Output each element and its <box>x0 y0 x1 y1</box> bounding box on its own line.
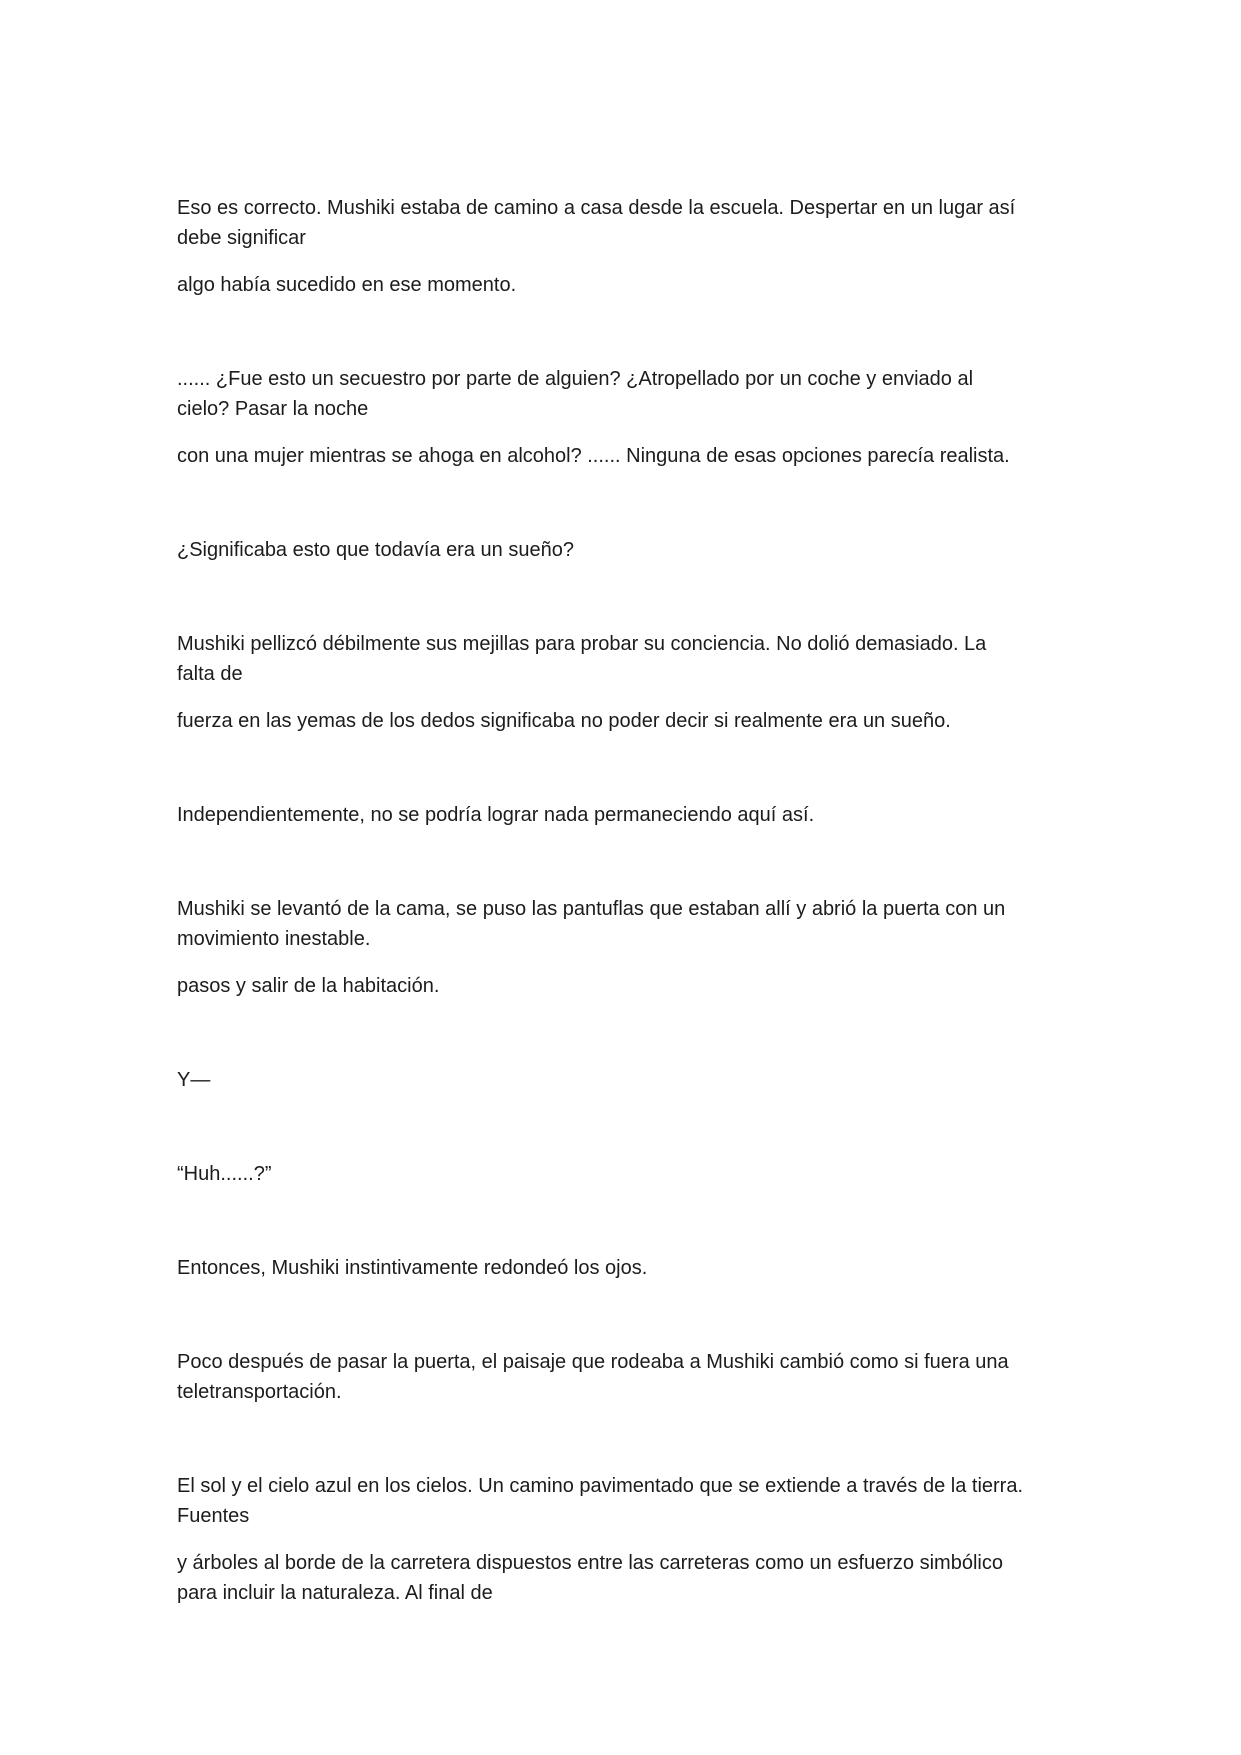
paragraph-4: con una mujer mientras se ahoga en alcohol? ...... Ninguna de esas opciones parecía realista. <box>177 445 1010 467</box>
paragraph-6: Mushiki pellizcó débilmente sus mejillas para probar su conciencia. No dolió demasiado. La falta de <box>177 633 987 685</box>
paragraph-12: “Huh......?” <box>177 1163 272 1185</box>
paragraph-2: algo había sucedido en ese momento. <box>177 274 517 296</box>
paragraph-11: Y— <box>177 1069 211 1091</box>
paragraph-8: Independientemente, no se podría lograr nada permaneciendo aquí así. <box>177 804 815 826</box>
paragraph-3: ...... ¿Fue esto un secuestro por parte de alguien? ¿Atropellado por un coche y enviado al cielo? Pasar la noche <box>177 368 974 420</box>
paragraph-10: pasos y salir de la habitación. <box>177 975 440 997</box>
paragraph-14: Poco después de pasar la puerta, el paisaje que rodeaba a Mushiki cambió como si fuera una teletransportación. <box>177 1351 1009 1403</box>
paragraph-7: fuerza en las yemas de los dedos significaba no poder decir si realmente era un sueño. <box>177 710 951 732</box>
paragraph-15: El sol y el cielo azul en los cielos. Un camino pavimentado que se extiende a través de la tierra. Fuentes <box>177 1475 1024 1527</box>
paragraph-13: Entonces, Mushiki instintivamente redondeó los ojos. <box>177 1257 648 1279</box>
paragraph-1: Eso es correcto. Mushiki estaba de camino a casa desde la escuela. Despertar en un lugar así debe significar <box>177 197 1016 249</box>
paragraph-16: y árboles al borde de la carretera dispuestos entre las carreteras como un esfuerzo simbólico para incluir la naturaleza. Al final de <box>177 1552 1003 1604</box>
paragraph-9: Mushiki se levantó de la cama, se puso las pantuflas que estaban allí y abrió la puerta con un movimiento inestable. <box>177 898 1006 950</box>
paragraph-5: ¿Significaba esto que todavía era un sueño? <box>177 539 574 561</box>
